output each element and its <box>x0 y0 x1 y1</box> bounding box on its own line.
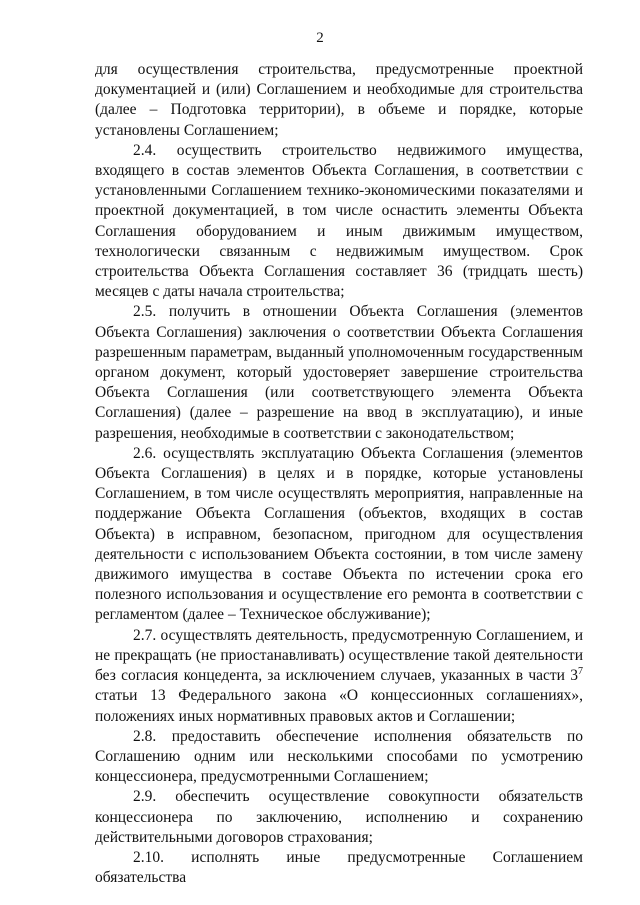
paragraph-2-7 <box>95 626 583 727</box>
paragraph-2-7-text-before: 2.7. осуществлять деятельность, предусмотренную Соглашением, и не прекращать (не приостанавливать) осуществление такой деятельности без согласия концедента, за исключением случаев, указанных в части 3 <box>95 626 583 685</box>
paragraph-2-9: 2.9. обеспечить осуществление совокупности обязательств концессионера по заключению, исполнению и сохранению действительными договоров страхования; <box>95 788 583 846</box>
paragraph-2-6: 2.6. осуществлять эксплуатацию Объекта Соглашения (элементов Объекта Соглашения) в целях и в порядке, которые установлены Соглашением, в том числе осуществлять мероприятия, направленные на поддержание Объекта Соглашения (объектов, входящих в состав Объекта) в исправном, безопасном, пригодном для осуществления деятельности с использованием Объекта состоянии, в том числе замену движимого имущества в составе Объекта по истечении срока его полезного использования и осуществление его ремонта в соответствии с регламентом (далее – Техническое обслуживание); <box>95 444 583 624</box>
superscript-part-number: 7 <box>578 666 583 678</box>
paragraph-2-8: 2.8. предоставить обеспечение исполнения обязательств по Соглашению одним или несколькими способами по усмотрению концессионера, предусмотренными Соглашением; <box>95 727 583 786</box>
paragraph-2-7-text-after: статьи 13 Федерального закона «О концессионных соглашениях», положениях иных нормативных правовых актов и Соглашении; <box>95 687 583 725</box>
paragraph-continuation: для осуществления строительства, предусмотренные проектной документацией и (или) Соглашением и необходимые для строительства (далее – Подготовка территории), в объеме и порядке, которые установлены Соглашением; <box>95 61 583 139</box>
paragraph-2-10: 2.10. исполнять иные предусмотренные Соглашением обязательства <box>95 848 583 887</box>
paragraph-2-5: 2.5. получить в отношении Объекта Соглашения (элементов Объекта Соглашения) заключения о соответствии Объекта Соглашения разрешенным параметрам, выданный уполномоченным государственным органом документ, который удостоверяет завершение строительства Объекта Соглашения (или соответствующего элемента Объекта Соглашения) (далее – разрешение на ввод в эксплуатацию), и иные разрешения, необходимые в соответствии с законодательством; <box>95 303 583 442</box>
paragraph-2-4: 2.4. осуществить строительство недвижимого имущества, входящего в состав элементов Объекта Соглашения, в соответствии с установленными Соглашением технико-экономическими показателями и проектной документацией, в том числе оснастить элементы Объекта Соглашения оборудованием и иным движимым имуществом, технологически связанным с недвижимым имуществом. Срок строительства Объекта Соглашения составляет 36 (тридцать шесть) месяцев с даты начала строительства; <box>95 141 583 301</box>
page-number: 2 <box>316 30 324 46</box>
document-body <box>95 60 583 888</box>
